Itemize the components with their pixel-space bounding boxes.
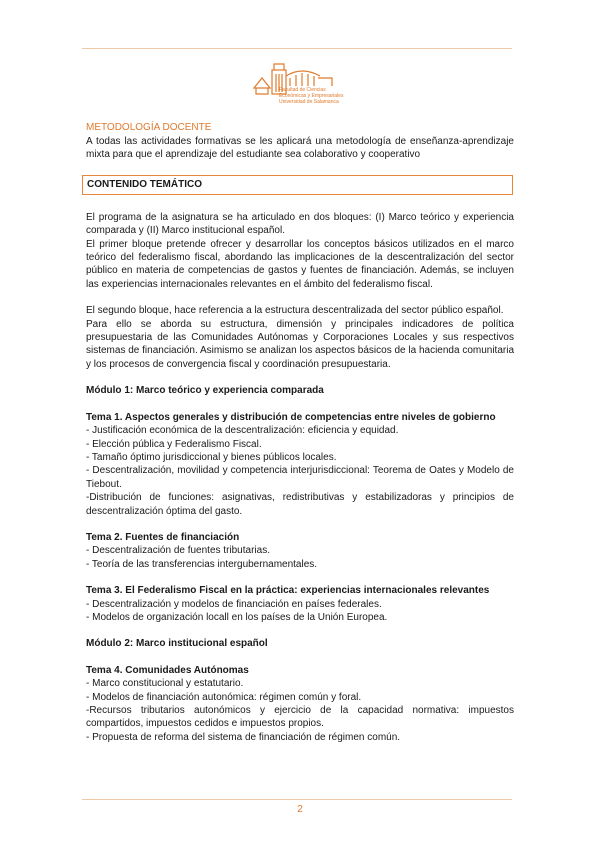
modulo-2-heading: Módulo 2: Marco institucional español xyxy=(86,638,268,650)
list-item: - Elección pública y Federalismo Fiscal. xyxy=(86,438,262,450)
contenido-paragraph: Para ello se aborda su estructura, dimensión y principales indicadores de política presupuestaria de las Comunidades Autónomas y Corporaciones Locales y sus respectivos sistemas de financiación. Asimismo se analizan los aspectos básicos de la hacienda comunitaria y los procesos de convergencia fiscal y coordinación presupuestaria. xyxy=(86,318,515,370)
modulo-1-heading: Módulo 1: Marco teórico y experiencia comparada xyxy=(86,385,324,397)
list-item: - Teoría de las transferencias intergubernamentales. xyxy=(86,558,318,570)
page-number: 2 xyxy=(297,804,303,815)
list-item: - Modelos de organización locall en los países de la Unión Europea. xyxy=(86,611,388,623)
list-item: - Marco constitucional y estatutario. xyxy=(86,678,244,690)
footer-rule xyxy=(82,799,512,800)
logo-caption-line: Universidad de Salamanca xyxy=(279,99,339,105)
list-item: - Descentralización y modelos de financiación en países federales. xyxy=(86,598,382,610)
metodologia-text: A todas las actividades formativas se les aplicará una metodología de enseñanza-aprendizaje mixta para que el aprendizaje del estudiante sea colaborativo y cooperativo xyxy=(86,136,514,161)
tema-2-title: Tema 2. Fuentes de financiación xyxy=(86,531,240,543)
header-rule xyxy=(82,48,512,49)
tema-3-title: Tema 3. El Federalismo Fiscal en la práctica: experiencias internacionales relevantes xyxy=(86,585,490,597)
metodologia-heading: METODOLOGÍA DOCENTE xyxy=(86,122,212,133)
tema-4-list xyxy=(86,677,514,744)
list-item: - Modelos de financiación autonómica: régimen común y foral. xyxy=(86,691,362,703)
contenido-heading: CONTENIDO TEMÁTICO xyxy=(82,175,513,195)
tema-2-list xyxy=(86,544,514,571)
list-item: - Descentralización, movilidad y competencia interjurisdiccional: Teorema de Oates y Modelo de Tiebout. xyxy=(86,465,514,490)
logo-caption-line: Económicas y Empresariales xyxy=(279,93,344,99)
logo-caption xyxy=(279,87,343,105)
list-item: - Justificación económica de la descentralización: eficiencia y equidad. xyxy=(86,425,399,437)
list-item: -Distribución de funciones: asignativas, redistributivas y estabilizadoras y principios de descentralización óptima del gasto. xyxy=(86,492,514,517)
list-item: - Tamaño óptimo jurisdiccional y bienes públicos locales. xyxy=(86,451,337,463)
tema-3-list xyxy=(86,598,514,625)
page-content xyxy=(86,121,514,744)
tema-1-list xyxy=(86,424,514,518)
contenido-paragraph: El segundo bloque, hace referencia a la estructura descentralizada del sector público español. xyxy=(86,305,504,317)
list-item: - Propuesta de reforma del sistema de financiación de régimen común. xyxy=(86,731,401,743)
tema-1-title: Tema 1. Aspectos generales y distribución de competencias entre niveles de gobierno xyxy=(86,411,496,423)
list-item: - Descentralización de fuentes tributarias. xyxy=(86,545,270,557)
tema-4-title: Tema 4. Comunidades Autónomas xyxy=(86,664,249,676)
list-item: -Recursos tributarios autonómicos y ejercicio de la capacidad normativa: impuestos compartidos, impuestos cedidos e impuestos propios. xyxy=(86,705,514,730)
contenido-paragraph: El programa de la asignatura se ha articulado en dos bloques: (I) Marco teórico y experiencia comparada y (II) Marco institucional español. xyxy=(86,211,514,237)
contenido-paragraph: El primer bloque pretende ofrecer y desarrollar los conceptos básicos utilizados en el marco teórico del federalismo fiscal, abordando las implicaciones de la descentralización del sector público en materia de competencias de gastos y fuentes de financiación. Además, se incluyen las experiencias internacionales relevantes en el ámbito del federalismo fiscal. xyxy=(86,238,514,290)
logo-caption-line: Facultad de Ciencias xyxy=(279,87,326,93)
